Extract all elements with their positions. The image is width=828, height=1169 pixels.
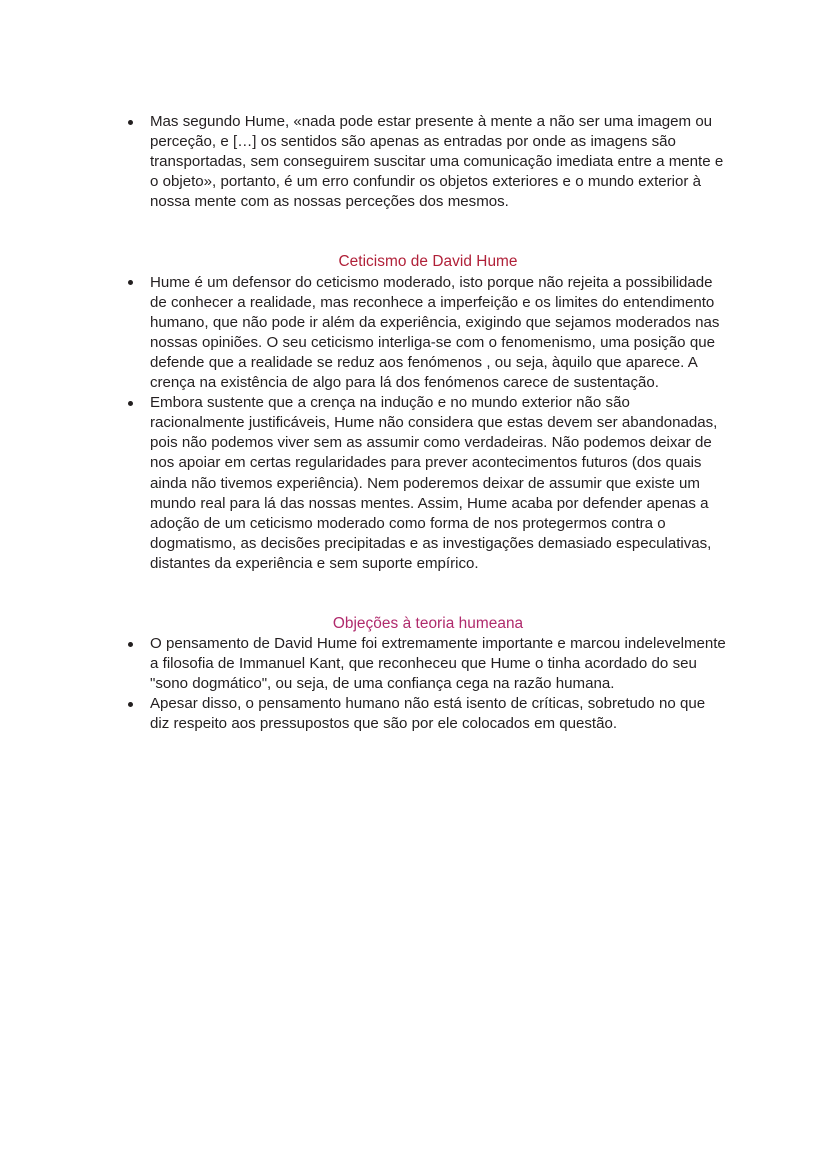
spacer [128, 574, 728, 614]
page-title: Ceticismo de David Hume [338, 253, 518, 271]
bullet-list-intro [128, 112, 728, 212]
list-item: O pensamento de David Hume foi extremamente importante e marcou indelevelmente a filosofia de Immanuel Kant, que reconheceu que Hume o tinha acordado do seu "sono dogmático", ou seja, de uma confiança cega na razão humana. [128, 634, 728, 694]
list-item: Apesar disso, o pensamento humano não está isento de críticas, sobretudo no que diz respeito aos pressupostos que são por ele colocados em questão. [128, 694, 728, 734]
bullet-list-ceticismo [128, 273, 728, 574]
list-item: Hume é um defensor do ceticismo moderado, isto porque não rejeita a possibilidade de conhecer a realidade, mas reconhece a imperfeição e os limites do entendimento humano, que não pode ir além da experiência, exigindo que sejamos moderados nas nossas opiniões. O seu ceticismo interliga-se com o fenomenismo, uma posição que defende que a realidade se reduz aos fenómenos , ou seja, àquilo que aparece. A crença na existência de algo para lá dos fenómenos carece de sustentação. [128, 273, 728, 394]
section-title-objecoes: Objeções à teoria humeana [332, 614, 524, 632]
spacer [128, 212, 728, 252]
bullet-list-objecoes [128, 634, 728, 734]
document-content [128, 112, 728, 735]
list-item: Mas segundo Hume, «nada pode estar presente à mente a não ser uma imagem ou perceção, e […] os sentidos são apenas as entradas por onde as imagens são transportadas, sem conseguirem suscitar uma comunicação imediata entre a mente e o objeto», portanto, é um erro confundir os objetos exteriores e o mundo exterior à nossa mente com as nossas perceções dos mesmos. [128, 112, 728, 212]
list-item: Embora sustente que a crença na indução e no mundo exterior não são racionalmente justificáveis, Hume não considera que estas devem ser abandonadas, pois não podemos viver sem as assumir como verdadeiras. Não podemos deixar de nos apoiar em certas regularidades para prever acontecimentos futuros (dos quais ainda não tivemos experiência). Nem poderemos deixar de assumir que existe um mundo real para lá das nossas mentes. Assim, Hume acaba por defender apenas a adoção de um ceticismo moderado como forma de nos protegermos contra o dogmatismo, as decisões precipitadas e as investigações demasiado especulativas, distantes da experiência e sem suporte empírico. [128, 393, 728, 574]
